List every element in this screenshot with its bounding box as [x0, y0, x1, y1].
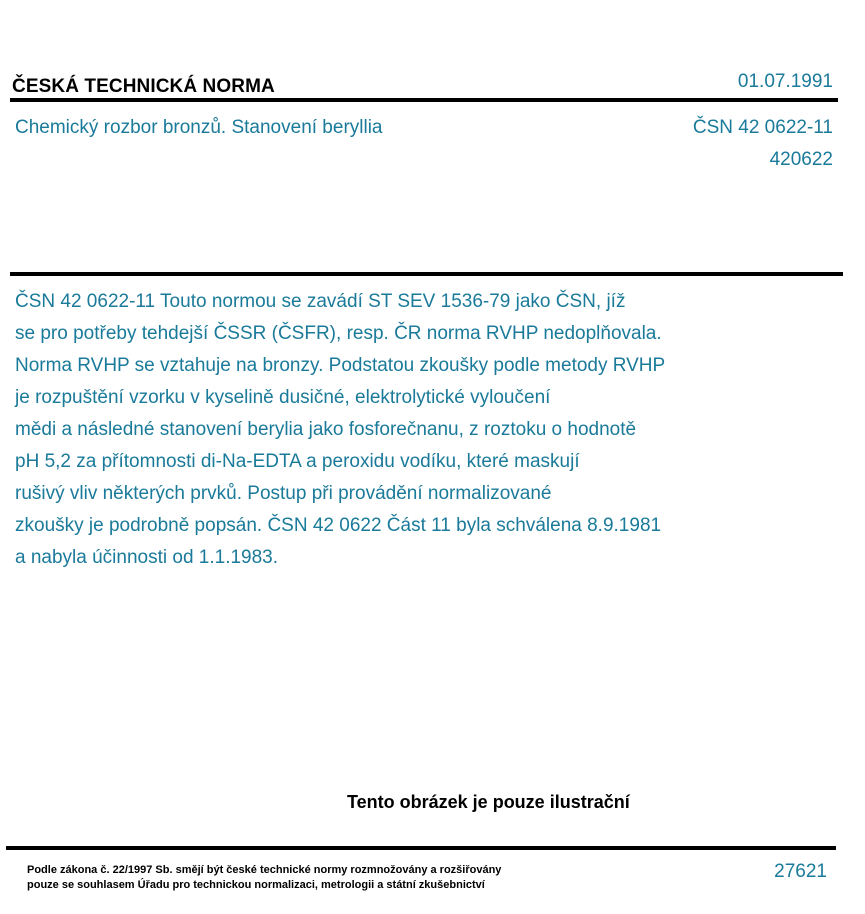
abstract-line: mědi a následné stanovení berylia jako fosforečnanu, z roztoku o hodnotě — [15, 419, 637, 440]
abstract-line: Norma RVHP se vztahuje na bronzy. Podstatou zkoušky podle metody RVHP — [15, 355, 666, 376]
abstract-line: a nabyla účinnosti od 1.1.1983. — [15, 547, 279, 568]
header-divider — [10, 98, 838, 102]
legal-notice-line: Podle zákona č. 22/1997 Sb. smějí být české technické normy rozmnožovány a rozšiřovány — [27, 864, 502, 876]
abstract-line: rušivý vliv některých prvků. Postup při provádění normalizované — [15, 483, 552, 504]
illustration-notice: Tento obrázek je pouze ilustrační — [347, 792, 630, 812]
abstract-line: zkoušky je podrobně popsán. ČSN 42 0622 Část 11 byla schválena 8.9.1981 — [15, 515, 662, 536]
standard-header-title: ČESKÁ TECHNICKÁ NORMA — [12, 76, 275, 97]
abstract-line: ČSN 42 0622-11 Touto normou se zavádí ST SEV 1536-79 jako ČSN, jíž — [15, 291, 626, 312]
legal-notice-line: pouze se souhlasem Úřadu pro technickou normalizaci, metrologii a státní zkušebnictví — [27, 879, 485, 891]
abstract-line: se pro potřeby tehdejší ČSSR (ČSFR), resp. ČR norma RVHP nedoplňovala. — [15, 323, 662, 344]
classification-number: 420622 — [769, 149, 833, 170]
abstract-text — [15, 286, 775, 574]
abstract-line: pH 5,2 za přítomnosti di-Na-EDTA a peroxidu vodíku, které maskují — [15, 451, 580, 472]
legal-notice — [27, 863, 501, 893]
document-title: Chemický rozbor bronzů. Stanovení beryllia — [15, 117, 383, 138]
abstract-line: je rozpuštění vzorku v kyselině dusičné, elektrolytické vyloučení — [15, 387, 551, 408]
catalog-number: 27621 — [774, 861, 827, 882]
publication-date: 01.07.1991 — [737, 71, 833, 92]
footer-divider — [6, 846, 836, 850]
section-divider — [10, 272, 843, 276]
standard-code: ČSN 42 0622-11 — [692, 117, 833, 138]
